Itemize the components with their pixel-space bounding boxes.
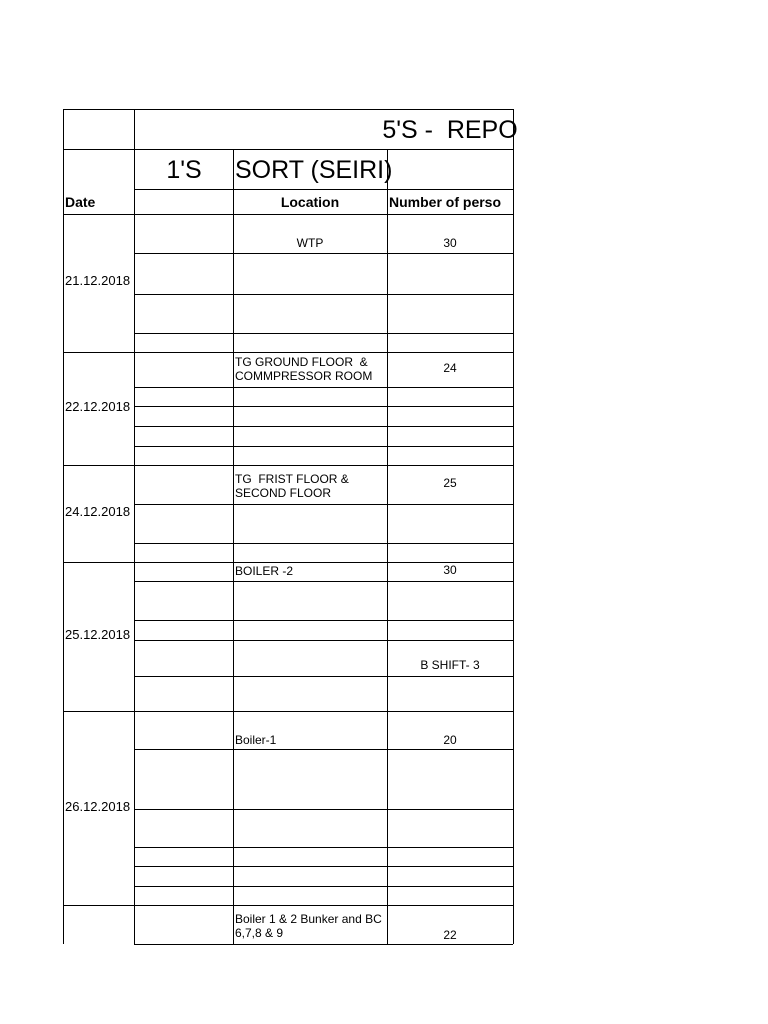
grid-line — [63, 711, 513, 712]
grid-line — [134, 886, 513, 887]
column-header-date: Date — [65, 194, 96, 210]
entry-extra-persons: B SHIFT- 3 — [420, 658, 480, 672]
entry-location: BOILER -2 — [235, 564, 294, 578]
grid-line — [134, 543, 513, 544]
entry-location: TG GROUND FLOOR & COMMPRESSOR ROOM — [235, 355, 373, 383]
grid-line — [63, 109, 513, 110]
grid-line — [134, 504, 513, 505]
grid-line — [63, 149, 513, 150]
grid-line — [134, 866, 513, 867]
grid-line — [134, 387, 513, 388]
grid-line — [63, 905, 513, 906]
entry-location: TG FRIST FLOOR & SECOND FLOOR — [235, 472, 349, 500]
grid-line — [134, 749, 513, 750]
grid-line — [134, 620, 513, 621]
entry-persons: 20 — [443, 733, 457, 747]
grid-line — [63, 352, 513, 353]
entry-location: Boiler-1 — [235, 733, 277, 747]
grid-line — [134, 294, 513, 295]
grid-line — [513, 109, 514, 944]
grid-line — [134, 581, 513, 582]
entry-location: WTP — [296, 236, 324, 250]
grid-line — [134, 406, 513, 407]
entry-date: 21.12.2018 — [65, 273, 131, 288]
column-header-location: Location — [280, 194, 340, 210]
grid-line — [134, 333, 513, 334]
entry-date: 25.12.2018 — [65, 627, 131, 642]
grid-line — [63, 465, 513, 466]
entry-persons: 30 — [443, 563, 457, 577]
grid-line — [134, 676, 513, 677]
grid-line — [134, 253, 513, 254]
grid-line — [134, 640, 513, 641]
grid-line — [63, 109, 64, 944]
section-name: SORT (SEIRI) — [235, 156, 393, 184]
grid-line — [134, 446, 513, 447]
entry-persons: 22 — [443, 928, 457, 942]
entry-persons: 30 — [443, 236, 457, 250]
entry-date: 26.12.2018 — [65, 799, 131, 814]
entry-persons: 24 — [443, 361, 457, 375]
entry-location: Boiler 1 & 2 Bunker and BC 6,7,8 & 9 — [235, 912, 382, 940]
entry-date: 24.12.2018 — [65, 504, 131, 519]
grid-line — [387, 149, 388, 944]
grid-line — [233, 149, 234, 944]
entry-persons: 25 — [443, 476, 457, 490]
grid-line — [63, 214, 513, 215]
grid-line — [134, 109, 135, 944]
report-title: 5'S - REPO — [382, 116, 518, 144]
grid-line — [134, 847, 513, 848]
column-header-persons: Number of perso — [389, 194, 502, 210]
grid-line — [134, 426, 513, 427]
grid-line — [134, 944, 513, 945]
grid-line — [134, 189, 513, 190]
entry-date: 22.12.2018 — [65, 399, 131, 414]
grid-line — [134, 809, 513, 810]
section-number: 1'S — [166, 156, 202, 184]
